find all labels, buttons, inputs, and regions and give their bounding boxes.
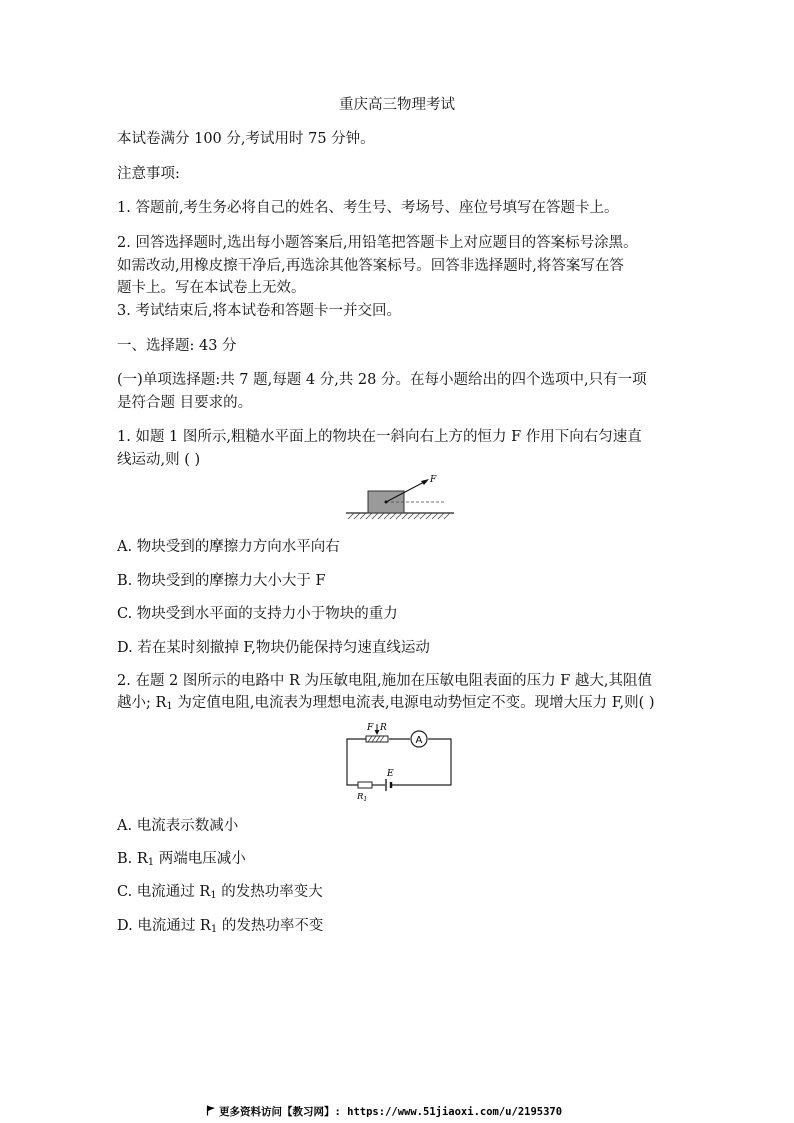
question-1-figure bbox=[340, 470, 460, 522]
ammeter-label: A bbox=[415, 735, 423, 746]
question-1-option-c: C. 物块受到水平面的支持力小于物块的重力 bbox=[117, 606, 398, 622]
notice-3: 3. 考试结束后,将本试卷和答题卡一并交回。 bbox=[117, 303, 402, 319]
question-1-option-d: D. 若在某时刻撤掉 F,物块仍能保持匀速直线运动 bbox=[117, 640, 430, 656]
question-2-option-a: A. 电流表示数减小 bbox=[117, 818, 239, 834]
question-1-stem-line-1: 1. 如题 1 图所示,粗糙水平面上的物块在一斜向右上方的恒力 F 作用下向右匀速直 bbox=[117, 429, 642, 445]
exam-intro: 本试卷满分 100 分,考试用时 75 分钟。 bbox=[117, 131, 375, 147]
notice-2-line-1: 2. 回答选择题时,选出每小题答案后,用铅笔把答题卡上对应题目的答案标号涂黑。 bbox=[117, 235, 638, 251]
force-label: F bbox=[430, 475, 437, 485]
resistor-label: R bbox=[380, 723, 387, 733]
option-b-subscript: 1 bbox=[147, 857, 155, 868]
stem-subscript: 1 bbox=[166, 701, 173, 712]
question-2-stem-line-1: 2. 在题 2 图所示的电路中 R 为压敏电阻,施加在压敏电阻表面的压力 F 越大,其阻值 bbox=[117, 673, 653, 689]
option-d-subscript: 1 bbox=[210, 924, 218, 935]
option-d-text: D. 电流通过 R bbox=[117, 918, 211, 934]
footer-link[interactable] bbox=[206, 1104, 562, 1119]
notice-2-line-2: 如需改动,用橡皮擦干净后,再选涂其他答案标号。回答非选择题时,将答案写在答 bbox=[117, 258, 624, 274]
question-2-stem-line-2 bbox=[117, 692, 692, 718]
option-c-subscript: 1 bbox=[210, 890, 217, 901]
notice-1: 1. 答题前,考生务必将自己的姓名、考生号、考场号、座位号填写在答题卡上。 bbox=[117, 200, 619, 216]
option-d-text-end: 的发热功率不变 bbox=[217, 918, 324, 934]
question-1-option-b: B. 物块受到的摩擦力大小大于 F bbox=[117, 573, 326, 589]
section-heading: 一、选择题: 43 分 bbox=[117, 338, 237, 354]
flag-icon bbox=[206, 1105, 216, 1116]
question-1-stem-line-2: 线运动,则 ( ) bbox=[117, 452, 201, 468]
question-2-option-c bbox=[117, 881, 692, 907]
option-b-text: B. R bbox=[117, 851, 148, 867]
page-title: 重庆高三物理考试 bbox=[339, 97, 455, 113]
question-2-option-b bbox=[117, 848, 692, 874]
notice-2-line-3: 题卡上。写在本试卷上无效。 bbox=[117, 280, 306, 296]
stem-text-a: 越小; R bbox=[117, 695, 167, 711]
subsection-line-1: (一)单项选择题:共 7 题,每题 4 分,共 28 分。在每小题给出的四个选项中,只有一项 bbox=[117, 372, 647, 388]
footer-text: 更多资料访问【教习网】: https://www.51jiaoxi.com/u/2195370 bbox=[219, 1106, 563, 1118]
question-1-option-a: A. 物块受到的摩擦力方向水平向右 bbox=[117, 539, 340, 555]
option-c-text: C. 电流通过 R bbox=[117, 884, 211, 900]
question-2-option-d bbox=[117, 915, 692, 941]
option-c-text-end: 的发热功率变大 bbox=[216, 884, 323, 900]
question-2-figure bbox=[340, 720, 456, 804]
stem-text-b: 为定值电阻,电流表为理想电流表,电源电动势恒定不变。现增大压力 F,则( ) bbox=[172, 695, 655, 711]
subsection-line-2: 是符合题 目要求的。 bbox=[117, 395, 253, 411]
option-b-text-end: 两端电压减小 bbox=[154, 851, 246, 867]
fixed-resistor-label: $R_1$ bbox=[357, 792, 368, 803]
force-label: F bbox=[367, 723, 374, 733]
notice-heading: 注意事项: bbox=[117, 166, 180, 182]
emf-label: E bbox=[387, 769, 394, 779]
